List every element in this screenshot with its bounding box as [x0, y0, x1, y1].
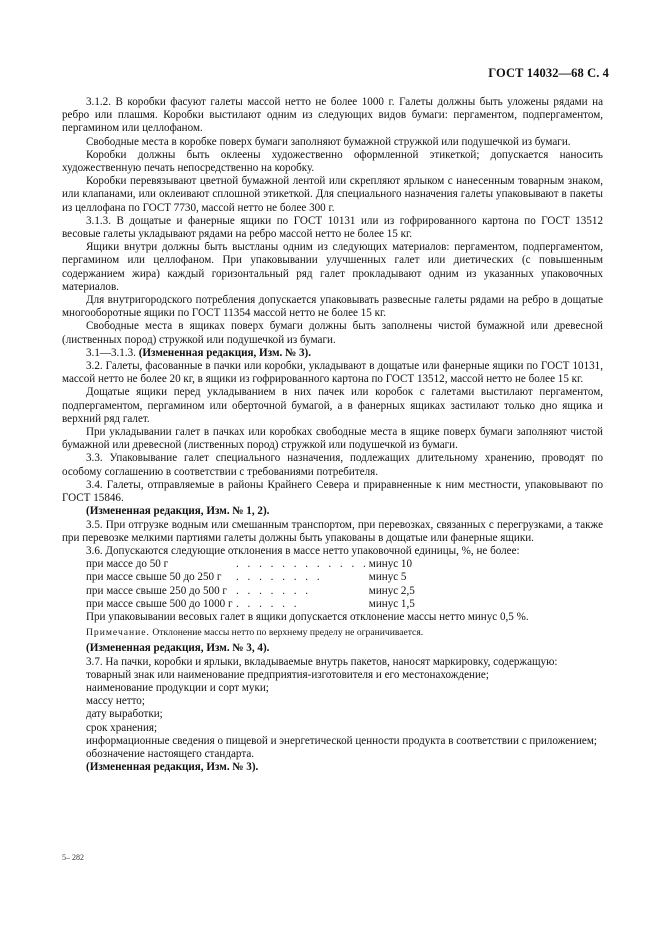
paragraph: При укладывании галет в пачках или коробках свободные места в ящике поверх бумаги заполняют чистой бумажной или древесной (лиственных пород) стружкой или подушечкой из бумаги. — [62, 426, 603, 452]
table-cell-condition: при массе свыше 500 до 1000 г — [86, 597, 233, 610]
edition-label: (Измененная редакция, Изм. № 1, 2). — [86, 505, 270, 518]
page-footer-signature: 5– 282 — [62, 853, 84, 862]
paragraph: 3.1.3. В дощатые и фанерные ящики по ГОСТ 10131 или из гофрированного картона по ГОСТ 13512 весовые галеты укладывают рядами на ребро массой нетто не более 15 кг. — [62, 214, 603, 241]
paragraph: Дощатые ящики перед укладыванием в них пачек или коробок с галетами выстилают пергаментом, подпергаментом, пергамином или оберточной бумагой, а в фанерных ящиках застилают только дно ящика и верхний ряд галет. — [62, 386, 603, 425]
edition-label: (Измененная редакция, Изм. № 3, 4). — [86, 642, 270, 655]
paragraph: 3.3. Упаковывание галет специального назначения, подлежащих длительному хранению, проводят по особому соглашению в соответствии с требованиями потребителя. — [62, 452, 603, 478]
list-item: дату выработки; — [86, 708, 163, 721]
page-header: ГОСТ 14032—68 С. 4 — [488, 66, 609, 80]
edition-label: (Измененная редакция, Изм. № 3). — [138, 346, 312, 359]
paragraph: Коробки перевязывают цветной бумажной лентой или скрепляют ярлыком с нанесенным товарным знаком, или клапанами, или оклеивают сплошной этикеткой. Для специального назначения галеты упаковывают в пакеты из целлофана по ГОСТ 7730, массой нетто не более 300 г. — [62, 175, 603, 214]
table-cell-value: минус 5 — [368, 571, 407, 584]
paragraph: Свободные места в ящиках поверх бумаги должны быть заполнены чистой бумажной или древесной (лиственных пород) стружкой или подушечкой из бумаги. — [62, 320, 603, 346]
table-cell-condition: при массе до 50 г — [86, 558, 169, 571]
list-item: массу нетто; — [86, 695, 145, 708]
mass-deviation-table — [86, 558, 415, 611]
list-item: обозначение настоящего стандарта. — [86, 747, 255, 760]
dot-leader: . . . . . . . . . . . . — [236, 558, 369, 571]
dot-leader: . . . . . . . . — [236, 571, 323, 584]
paragraph: 3.2. Галеты, фасованные в пачки или коробки, укладывают в дощатые или фанерные ящики по ГОСТ 10131, массой нетто не более 20 кг, в ящики из гофрированного картона по ГОСТ 13512, массой нетто не более 15 кг. — [62, 360, 603, 386]
table-row — [86, 571, 415, 584]
dot-leader: . . . . . . . — [236, 584, 312, 597]
table-cell-value: минус 1,5 — [368, 597, 415, 610]
paragraph: 3.1.2. В коробки фасуют галеты массой нетто не более 1000 г. Галеты должны быть уложены рядами на ребро или плашмя. Коробки выстилают одним из следующих видов бумаги: пергаментом, подпергаментом, пергамином или целлофаном. — [62, 96, 603, 135]
clause-range: 3.1—3.1.3. — [86, 346, 139, 359]
table-cell-value: минус 2,5 — [368, 584, 415, 597]
note — [62, 626, 603, 639]
dot-leader: . . . . . . — [236, 597, 300, 610]
paragraph: 3.7. На пачки, коробки и ярлыки, вкладываемые внутрь пакетов, наносят маркировку, содержащую: — [86, 655, 558, 668]
table-cell-value: минус 10 — [368, 558, 413, 571]
edition-label: (Измененная редакция, Изм. № 3). — [86, 761, 259, 774]
edition-note-313 — [62, 347, 603, 360]
table-cell-condition: при массе свыше 50 до 250 г — [86, 571, 222, 584]
paragraph: Коробки должны быть оклеены художественно оформленной этикеткой; допускается наносить художественную печать непосредственно на коробку. — [62, 148, 603, 175]
paragraph: При упаковывании весовых галет в ящики допускается отклонение массы нетто минус 0,5 %. — [86, 610, 529, 623]
paragraph: Свободные места в коробке поверх бумаги заполняют бумажной стружкой или подушечкой из бумаги. — [86, 135, 571, 148]
paragraph: 3.4. Галеты, отправляемые в районы Крайнего Севера и приравненные к ним местности, упаковывают по ГОСТ 15846. — [62, 478, 603, 505]
paragraph: 3.6. Допускаются следующие отклонения в массе нетто упаковочной единицы, %, не более: — [86, 544, 520, 557]
list-item: информационные сведения о пищевой и энергетической ценности продукта в соответствии с приложением; — [86, 734, 597, 747]
list-item: наименование продукции и сорт муки; — [86, 681, 269, 694]
table-row — [86, 585, 415, 598]
paragraph: Для внутригородского потребления допускается упаковывать развесные галеты рядами на ребро в дощатые многооборотные ящики по ГОСТ 11354 массой нетто не более 15 кг. — [62, 294, 603, 320]
table-row — [86, 558, 415, 571]
document-body — [62, 96, 603, 774]
note-label: Примечание. — [86, 627, 150, 639]
paragraph: Ящики внутри должны быть выстланы одним из следующих материалов: пергаментом, подпергаментом, пергамином или целлофаном. При упаковывании улучшенных галет или диетических (с повышенным содержанием жира) каждый горизонтальный ряд галет прокладывают одним из указанных упаковочных материалов. — [62, 241, 603, 293]
paragraph: 3.5. При отгрузке водным или смешанным транспортом, при перевозках, связанных с перегрузками, а также при перевозке мелкими партиями галеты должны быть упакованы в дощатые или фанерные ящики. — [62, 518, 603, 544]
table-row — [86, 598, 415, 611]
list-item: товарный знак или наименование предприятия-изготовителя и его местонахождение; — [86, 668, 489, 681]
table-cell-condition: при массе свыше 250 до 500 г — [86, 584, 227, 597]
list-item: срок хранения; — [86, 721, 158, 734]
note-text: Отклонение массы нетто по верхнему пределу не ограничивается. — [152, 627, 424, 639]
